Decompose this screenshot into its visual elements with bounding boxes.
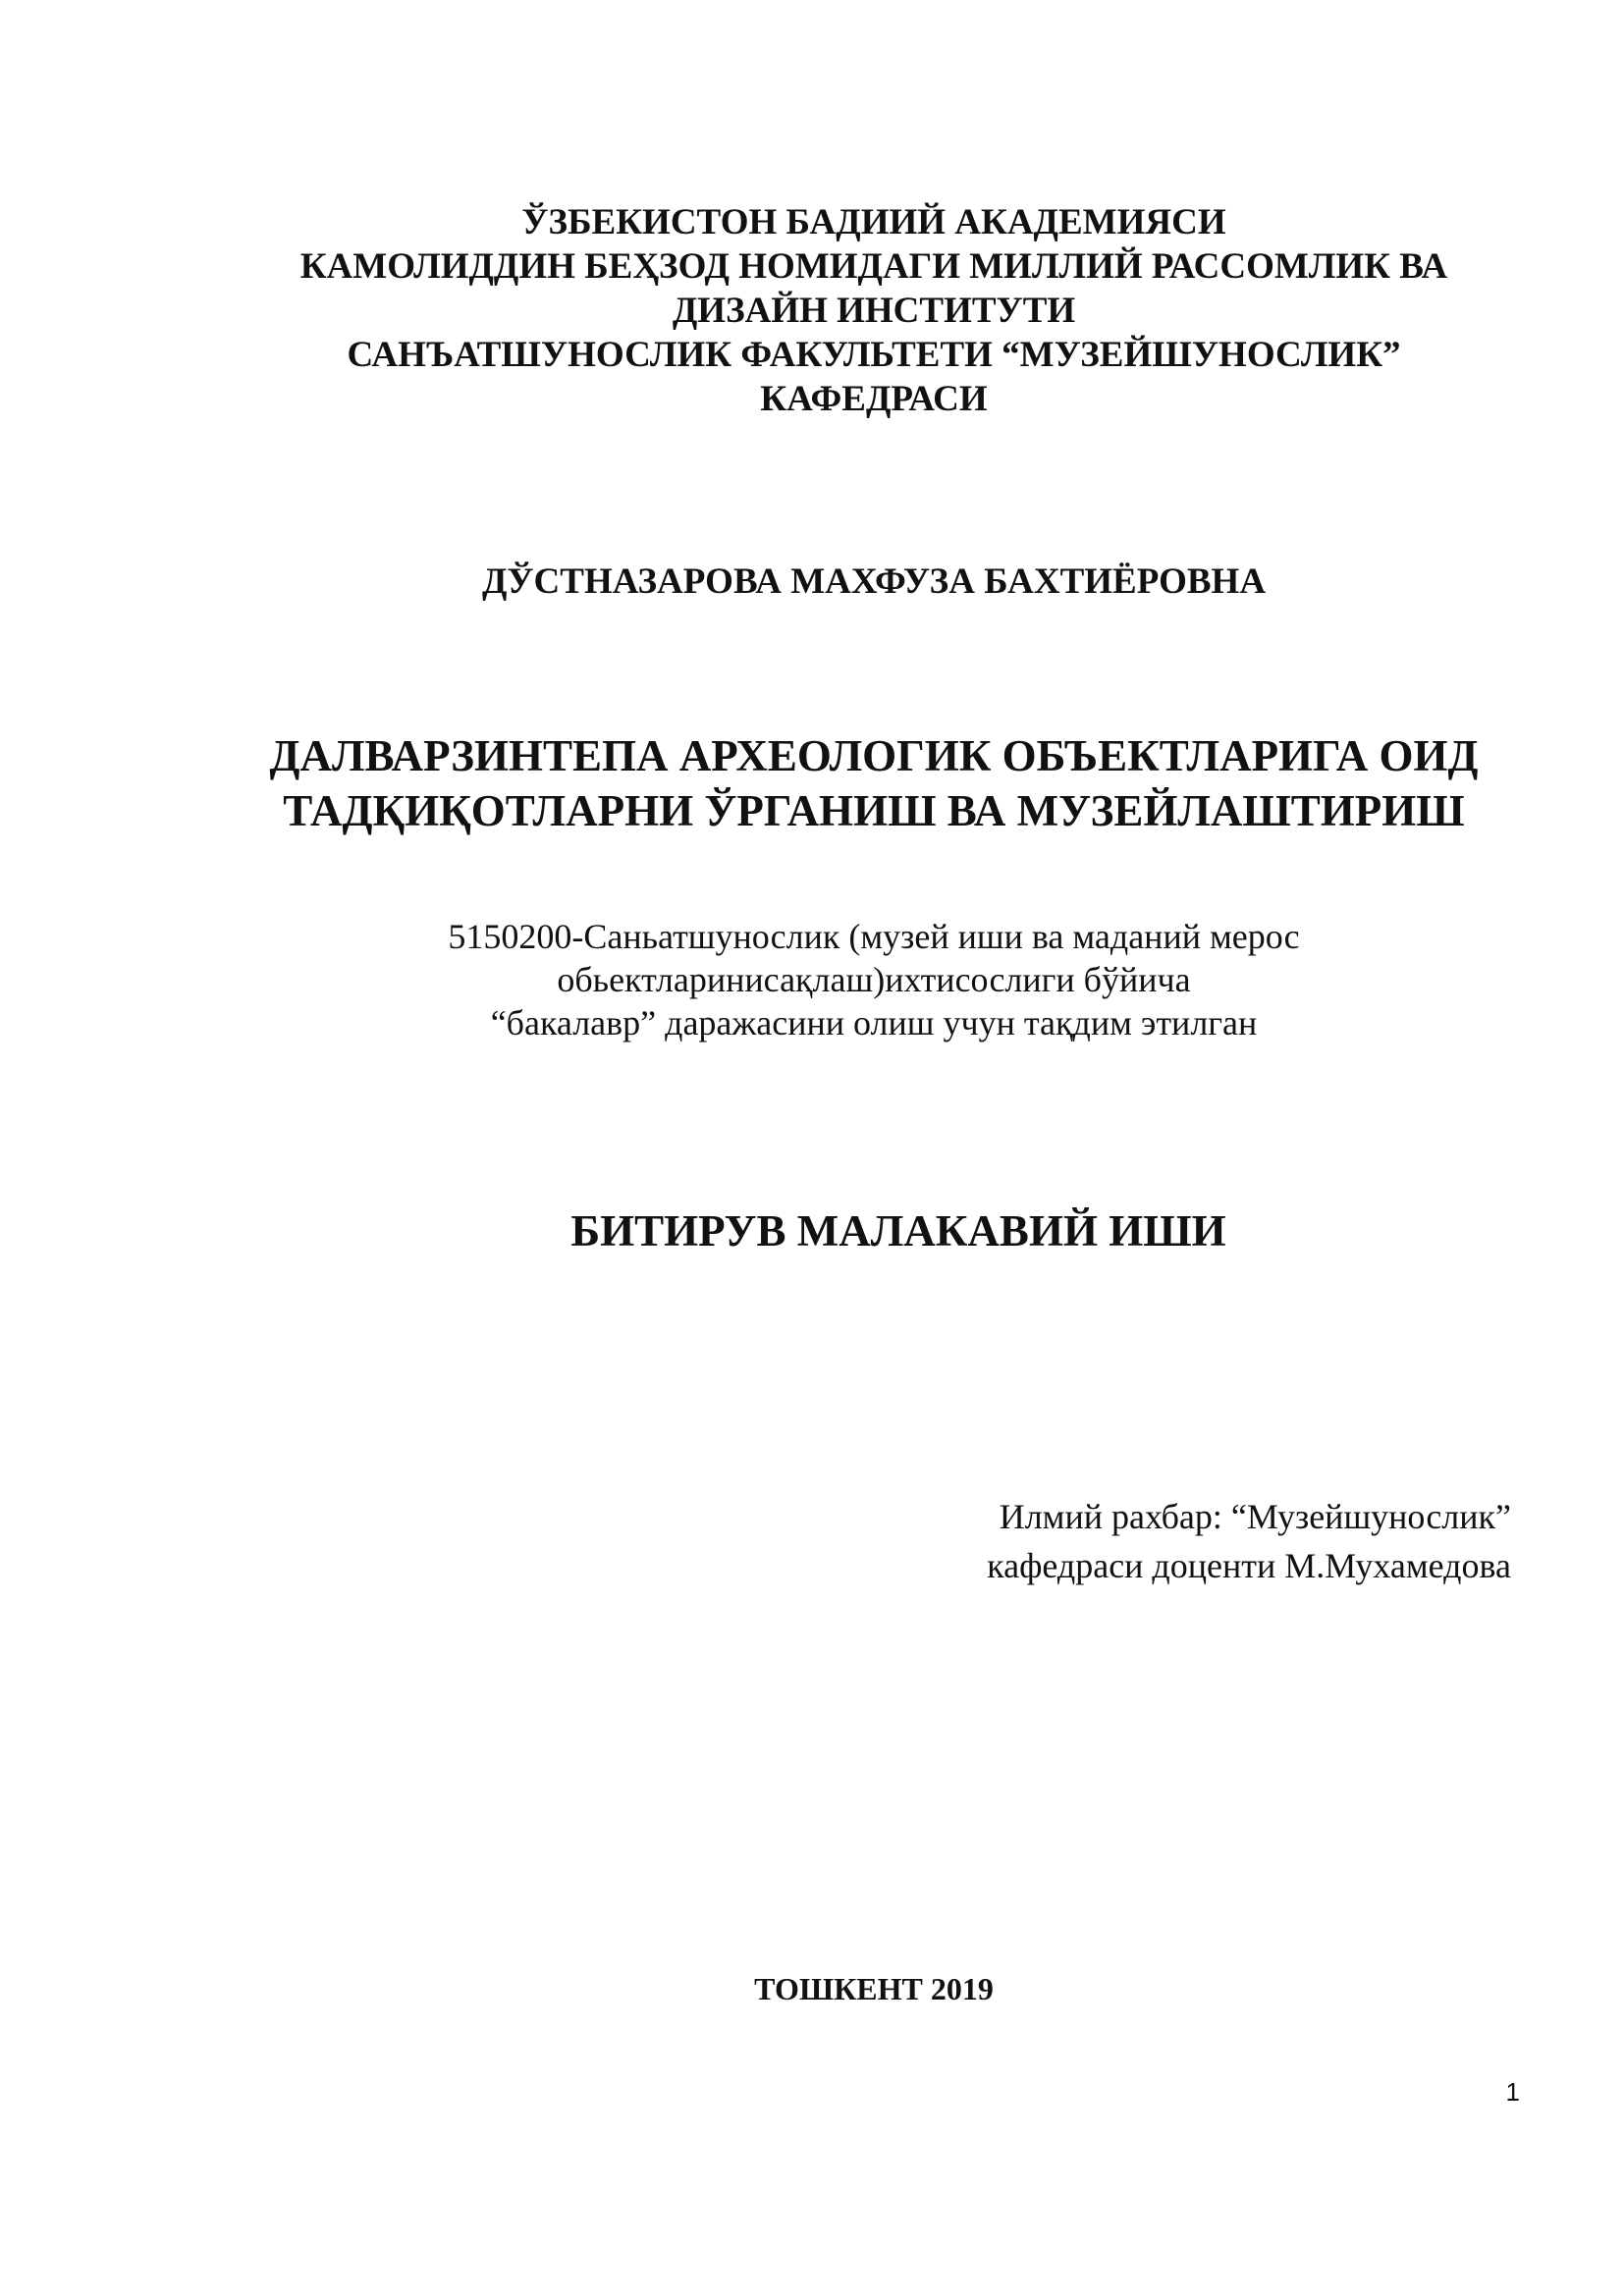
thesis-title-line-2: ТАДҚИҚОТЛАРНИ ЎРГАНИШ ВА МУЗЕЙЛАШТИРИШ: [283, 786, 1465, 835]
city-year: [0, 1969, 1624, 2008]
supervisor-line-2: кафедраси доценти М.Мухамедова: [987, 1546, 1511, 1585]
supervisor-block: [987, 1492, 1511, 1590]
city-year-text: ТОШКЕНТ 2019: [754, 1971, 994, 2006]
institution-line-academy: ЎЗБЕКИСТОН БАДИИЙ АКАДЕМИЯСИ: [521, 202, 1226, 242]
work-type: [0, 1203, 1624, 1258]
thesis-specialty-line-3: “бакалавр” даражасини олиш учун тақдим этилган: [490, 1003, 1258, 1042]
institution-header: [0, 200, 1624, 421]
author-name: [0, 560, 1624, 604]
thesis-title: [0, 728, 1624, 838]
supervisor-line-1: Илмий рахбар: “Музейшунослик”: [999, 1497, 1511, 1536]
thesis-specialty: [0, 915, 1624, 1044]
institution-line-faculty: САНЪАТШУНОСЛИК ФАКУЛЬТЕТИ “МУЗЕЙШУНОСЛИК”: [347, 335, 1401, 375]
work-type-text: БИТИРУВ МАЛАКАВИЙ ИШИ: [570, 1206, 1226, 1255]
thesis-specialty-line-2: обьектларинисақлаш)ихтисослиги бўйича: [557, 960, 1191, 999]
institution-line-department: КАФЕДРАСИ: [760, 379, 988, 419]
institution-line-institute: КАМОЛИДДИН БЕҲЗОД НОМИДАГИ МИЛЛИЙ РАССОМЛИК ВА: [299, 246, 1448, 287]
page-number: 1: [1505, 2077, 1520, 2107]
author-name-text: ДЎСТНАЗАРОВА МАХФУЗА БАХТИЁРОВНА: [481, 561, 1267, 602]
thesis-title-line-1: ДАЛВАРЗИНТЕПА АРХЕОЛОГИК ОБЪЕКТЛАРИГА ОИД: [269, 731, 1479, 780]
institution-line-institute-cont: ДИЗАЙН ИНСТИТУТИ: [672, 291, 1076, 331]
thesis-specialty-line-1: 5150200-Саньатшунослик (музей иши ва маданий мерос: [448, 917, 1300, 956]
